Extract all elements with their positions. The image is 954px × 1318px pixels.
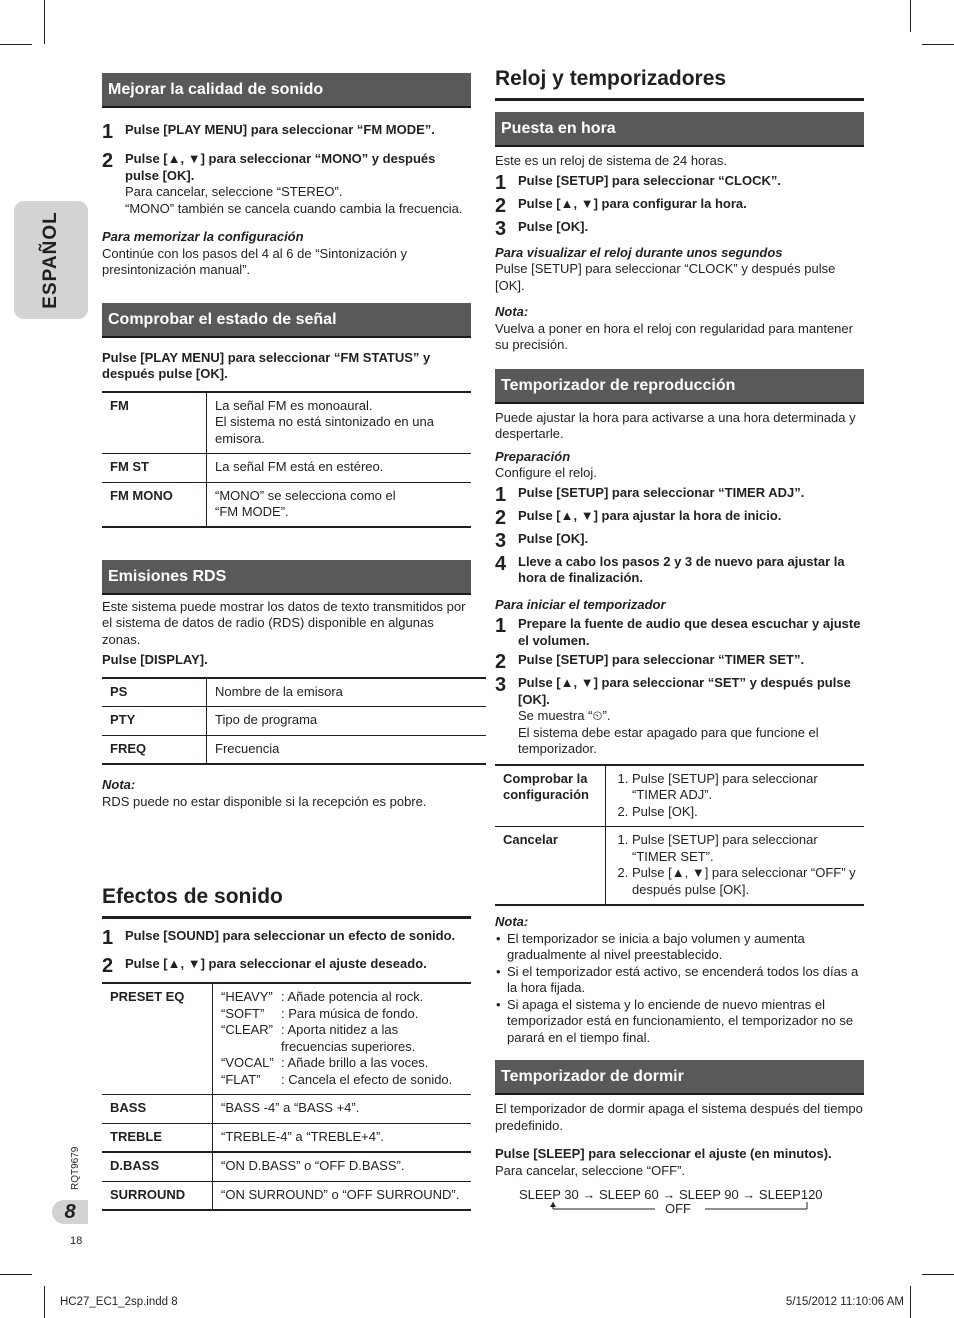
puesta-steps (495, 173, 864, 239)
note-title: Nota: (495, 914, 529, 929)
timer-table (495, 764, 864, 907)
paragraph: Este sistema puede mostrar los datos de texto transmitidos por el sistema de datos de radio (RDS) disponible en algunas zonas. (102, 598, 466, 647)
step-note: Para cancelar, seleccione “STEREO”. (125, 184, 343, 199)
section-title-reloj: Reloj y temporizadores (495, 64, 864, 101)
crop-mark (910, 0, 911, 32)
crop-mark (0, 1274, 32, 1275)
left-column (102, 73, 471, 1211)
section-header-dormir: Temporizador de dormir (495, 1060, 864, 1095)
crop-mark (910, 1286, 911, 1318)
note-title: Nota: (495, 304, 529, 319)
list-item: • Si el temporizador está activo, se encenderá todos los días a la hora fijada. (507, 964, 864, 997)
table-row: FREQ Frecuencia (102, 735, 486, 764)
table-row: TREBLE “TREBLE-4” a “TREBLE+4”. (102, 1123, 471, 1152)
list-item: • Si apaga el sistema y lo enciende de nuevo mientras el temporizador está en funcionamiento, el temporizador no se parará en el tiempo final. (507, 997, 864, 1047)
crop-mark (44, 1286, 45, 1318)
table-row: Cancelar 1. Pulse [SETUP] para seleccionar “TIMER SET”. 2. Pulse [▲, ▼] para seleccionar “OFF” y después pulse [OK]. (495, 827, 864, 906)
subheading: Para visualizar el reloj durante unos segundos (495, 244, 783, 260)
instruction: Pulse [SLEEP] para seleccionar el ajuste (en minutos). (495, 1146, 832, 1161)
efectos-steps (102, 928, 471, 976)
table-row: Comprobar la configuración 1. Pulse [SETUP] para seleccionar “TIMER ADJ”. 2. Pulse [OK]. (495, 765, 864, 827)
step: 1 Pulse [SOUND] para seleccionar un efecto de sonido. (102, 927, 456, 949)
print-date: 5/15/2012 11:10:06 AM (785, 1296, 904, 1308)
mejorar-steps (102, 122, 471, 217)
crop-mark (0, 44, 32, 45)
rds-table (102, 677, 486, 766)
step-note: “MONO” también se cancela cuando cambia la frecuencia. (125, 200, 463, 216)
print-file-name: HC27_EC1_2sp.indd 8 (60, 1296, 178, 1308)
paragraph: Pulse [SETUP] para seleccionar “CLOCK” y después pulse [OK]. (495, 261, 836, 293)
table-row: PS Nombre de la emisora (102, 678, 486, 707)
crop-mark (922, 1274, 954, 1275)
language-tab (14, 201, 88, 319)
instruction: Pulse [PLAY MENU] para seleccionar “FM STATUS” y después pulse [OK]. (102, 349, 431, 381)
step-text: Pulse [▲, ▼] para seleccionar “MONO” y después pulse [OK]. (125, 151, 436, 183)
step: 2 Pulse [▲, ▼] para configurar la hora. (495, 194, 747, 217)
note-text: Vuelva a poner en hora el reloj con regularidad para mantener su precisión. (495, 320, 853, 352)
table-row: FM La señal FM es monoaural. El sistema no está sintonizado en una emisora. (102, 392, 471, 454)
page-badge: 8 (52, 1200, 88, 1224)
step: 4 Lleve a cabo los pasos 2 y 3 de nuevo para ajustar la hora de finalización. (495, 552, 845, 585)
step-note: El sistema debe estar apagado para que funcione el temporizador. (518, 724, 819, 756)
instruction: Pulse [DISPLAY]. (102, 652, 208, 667)
table-row: BASS “BASS -4” a “BASS +4”. (102, 1095, 471, 1124)
list-item: • El temporizador se inicia a bajo volumen y aumenta gradualmente al nivel preestablecido. (507, 931, 864, 964)
subheading: Para memorizar la configuración (102, 229, 304, 244)
step: 3 Pulse [▲, ▼] para seleccionar “SET” y después pulse [OK]. Se muestra “⏲”. El sistema debe estar apagado para que funcione el temporizador. (495, 675, 864, 758)
section-header-comprobar: Comprobar el estado de señal (102, 303, 471, 338)
subheading: Preparación (495, 448, 571, 464)
sleep-off-label: OFF (665, 1201, 691, 1216)
section-header-reproduccion: Temporizador de reproducción (495, 369, 864, 404)
table-row: FM ST La señal FM está en estéreo. (102, 454, 471, 483)
sleep-sequence: SLEEP 30 → SLEEP 60 → SLEEP 90 → SLEEP120 (519, 1187, 823, 1202)
step-text: Pulse [PLAY MENU] para seleccionar “FM MODE”. (125, 122, 435, 137)
paragraph: Configure el reloj. (495, 465, 597, 480)
sleep-cycle-diagram (495, 1187, 864, 1225)
right-column (495, 64, 864, 1225)
step: 2 Pulse [▲, ▼] para seleccionar el ajuste deseado. (102, 955, 427, 977)
table-row: SURROUND “ON SURROUND” o “OFF SURROUND”. (102, 1181, 471, 1210)
table-row: PTY Tipo de programa (102, 707, 486, 736)
section-header-puesta: Puesta en hora (495, 112, 864, 147)
section-header-rds: Emisiones RDS (102, 560, 471, 595)
crop-mark (922, 44, 954, 45)
step: 3 Pulse [OK]. (495, 217, 589, 240)
note-list (495, 931, 864, 1047)
step: 3 Pulse [OK]. (495, 529, 589, 552)
note-text: RDS puede no estar disponible si la recepción es pobre. (102, 793, 427, 809)
step: 2 Pulse [SETUP] para seleccionar “TIMER SET”. (495, 651, 805, 673)
doc-code: RQT9679 (70, 1146, 81, 1190)
table-row: PRESET EQ “HEAVY” : Añade potencia al rock. “SOFT” : Para música de fondo. “CLEAR” : Aporta nitidez a las frecuencias superiores. “VOCAL” : Añade brillo a las voces. “FLAT” : Cancela el efecto de sonido. (102, 983, 471, 1095)
paragraph: El temporizador de dormir apaga el sistema después del tiempo predefinido. (495, 1101, 863, 1133)
page-number: 18 (70, 1235, 83, 1247)
step: 1 Pulse [SETUP] para seleccionar “CLOCK”. (495, 171, 781, 194)
step: 1 Pulse [PLAY MENU] para seleccionar “FM MODE”. (102, 121, 435, 143)
crop-mark (44, 0, 45, 44)
step: 1 Prepare la fuente de audio que desea escuchar y ajuste el volumen. (495, 615, 861, 648)
language-tab-label: ESPAÑOL (39, 211, 61, 309)
step: 2 Pulse [▲, ▼] para ajustar la hora de inicio. (495, 506, 782, 529)
section-header-mejorar: Mejorar la calidad de sonido (102, 73, 471, 108)
paragraph: Este es un reloj de sistema de 24 horas. (495, 153, 727, 168)
table-row: D.BASS “ON D.BASS” o “OFF D.BASS”. (102, 1152, 471, 1181)
paragraph: Puede ajustar la hora para activarse a una hora determinada y despertarle. (495, 409, 856, 441)
step: 1 Pulse [SETUP] para seleccionar “TIMER ADJ”. (495, 483, 805, 506)
repro-steps (495, 485, 864, 587)
paragraph: Continúe con los pasos del 4 al 6 de “Sintonización y presintonización manual”. (102, 245, 407, 277)
paragraph: Para cancelar, seleccione “OFF”. (495, 1162, 686, 1178)
step: 2 Pulse [▲, ▼] para seleccionar “MONO” y después pulse [OK]. Para cancelar, seleccione “STEREO”. “MONO” también se cancela cuando cambia la frecuencia. (102, 151, 471, 217)
step-note: Se muestra “⏲”. (518, 708, 611, 723)
note-title: Nota: (102, 777, 136, 792)
subheading: Para iniciar el temporizador (495, 596, 666, 612)
section-title-efectos: Efectos de sonido (102, 882, 471, 919)
sound-effects-table (102, 982, 471, 1211)
iniciar-steps (495, 616, 864, 758)
signal-table (102, 391, 471, 528)
table-row: FM MONO “MONO” se selecciona como el “FM MODE”. (102, 482, 471, 527)
